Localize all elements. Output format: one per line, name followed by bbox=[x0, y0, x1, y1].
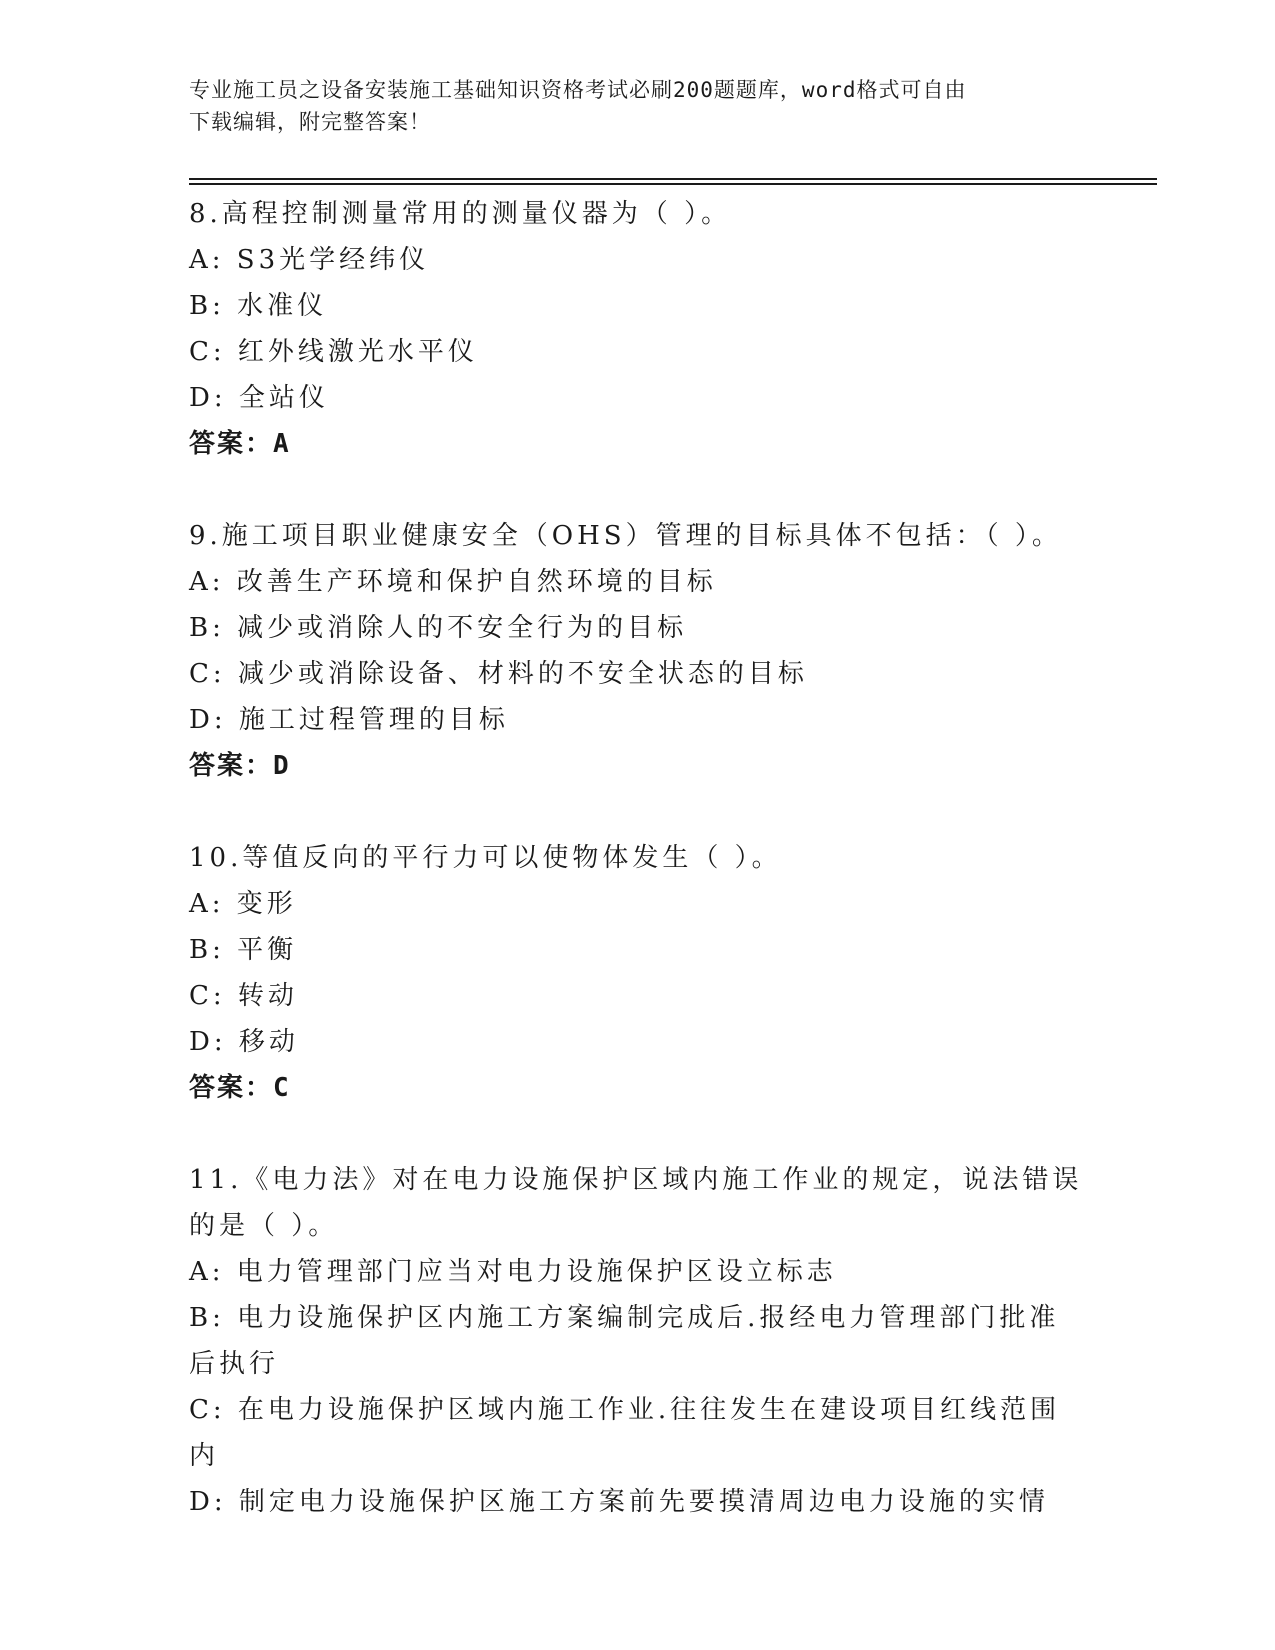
header-rule-bottom bbox=[189, 183, 1157, 185]
option-c: C: 减少或消除设备、材料的不安全状态的目标 bbox=[189, 659, 808, 689]
answer: 答案：C bbox=[189, 1073, 291, 1103]
question-title: 8.高程控制测量常用的测量仪器为（ ）。 bbox=[189, 199, 732, 229]
option-d: D: 制定电力设施保护区施工方案前先要摸清周边电力设施的实情 bbox=[189, 1487, 1049, 1517]
header-rule-top bbox=[189, 178, 1157, 180]
option-a: A: 电力管理部门应当对电力设施保护区设立标志 bbox=[189, 1257, 837, 1287]
question-9 bbox=[189, 513, 1089, 789]
option-b: B: 平衡 bbox=[189, 935, 298, 965]
option-a: A: 变形 bbox=[189, 889, 297, 919]
option-c: C: 转动 bbox=[189, 981, 298, 1011]
question-10 bbox=[189, 835, 1089, 1111]
answer: 答案：A bbox=[189, 429, 291, 459]
header-line-2: 下载编辑，附完整答案！ bbox=[189, 110, 431, 134]
option-c: C: 在电力设施保护区域内施工作业.往往发生在建设项目红线范围内 bbox=[189, 1395, 1061, 1471]
header-line-1: 专业施工员之设备安装施工基础知识资格考试必刷200题题库，word格式可自由 bbox=[189, 78, 967, 102]
option-b: B: 电力设施保护区内施工方案编制完成后.报经电力管理部门批准后执行 bbox=[189, 1303, 1060, 1379]
question-title: 11.《电力法》对在电力设施保护区域内施工作业的规定，说法错误的是（ ）。 bbox=[189, 1165, 1083, 1241]
question-11 bbox=[189, 1157, 1089, 1525]
option-a: A: S3光学经纬仪 bbox=[189, 245, 430, 275]
question-title: 10.等值反向的平行力可以使物体发生（ ）。 bbox=[189, 843, 782, 873]
option-d: D: 全站仪 bbox=[189, 383, 329, 413]
question-title: 9.施工项目职业健康安全（OHS）管理的目标具体不包括：（ ）。 bbox=[189, 521, 1062, 551]
option-d: D: 移动 bbox=[189, 1027, 299, 1057]
option-c: C: 红外线激光水平仪 bbox=[189, 337, 478, 367]
question-8 bbox=[189, 191, 1089, 467]
document-header bbox=[189, 74, 1069, 138]
question-list bbox=[189, 191, 1089, 1571]
option-b: B: 减少或消除人的不安全行为的目标 bbox=[189, 613, 688, 643]
option-a: A: 改善生产环境和保护自然环境的目标 bbox=[189, 567, 717, 597]
option-b: B: 水准仪 bbox=[189, 291, 328, 321]
answer: 答案：D bbox=[189, 751, 291, 781]
option-d: D: 施工过程管理的目标 bbox=[189, 705, 509, 735]
